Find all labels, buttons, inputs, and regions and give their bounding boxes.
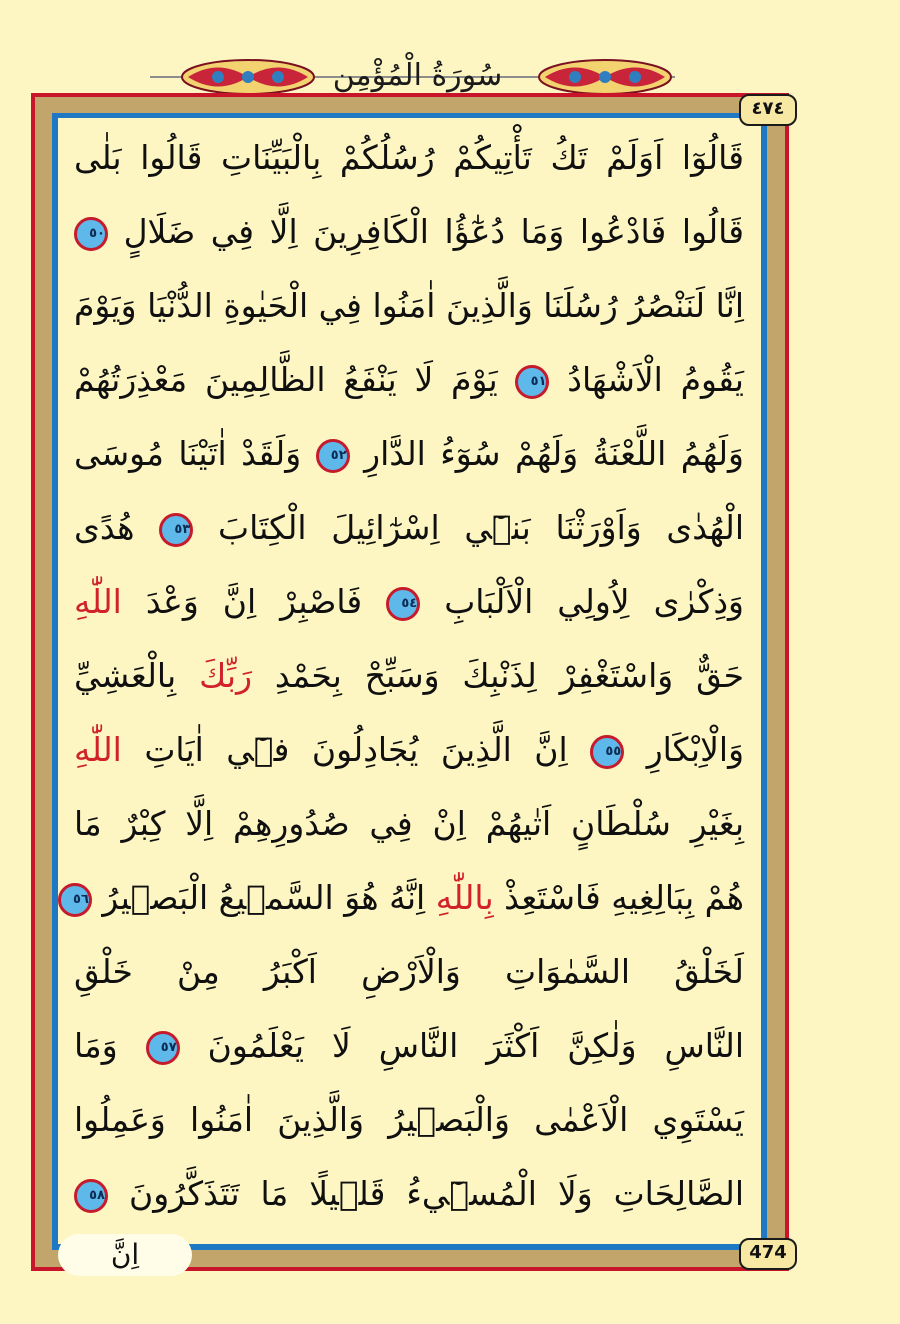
verse-text: اِنَّ الَّذِينَ يُجَادِلُونَ فٖٓي اٰيَاتِ — [144, 730, 568, 769]
verse-text: وَذِكْرٰى لِاُولِي الْاَلْبَابِ — [444, 582, 744, 621]
surah-title: سُورَةُ الْمُؤْمِنِ — [332, 58, 503, 93]
text-line — [74, 348, 744, 412]
text-line — [74, 866, 744, 930]
verse-text: الصَّالِحَاتِ وَلَا الْمُسٖٓيءُ قَلٖيلًا مَا تَتَذَكَّرُونَ — [128, 1174, 744, 1213]
verse-text: وَلَقَدْ اٰتَيْنَا مُوسَى — [74, 434, 302, 473]
verse-text: وَمَا — [74, 1026, 118, 1065]
text-line — [74, 422, 744, 486]
page-number-top: ٤٧٤ — [739, 94, 797, 126]
ayah-number-marker: ٥٢ — [316, 439, 350, 473]
text-line — [74, 200, 744, 264]
verse-text: النَّاسِ وَلٰكِنَّ اَكْثَرَ النَّاسِ لَا يَعْلَمُونَ — [207, 1026, 745, 1065]
verse-text: بِالْعَشِيِّ — [74, 656, 177, 695]
ayah-number-marker: ٥٨ — [74, 1179, 108, 1213]
text-line — [74, 718, 744, 782]
text-line — [74, 792, 744, 856]
text-line — [74, 644, 744, 708]
ayah-number-marker: ٥١ — [515, 365, 549, 399]
ayah-number-marker: ٥٧ — [146, 1031, 180, 1065]
verse-text: يَقُومُ الْاَشْهَادُ — [567, 360, 744, 399]
header-ornament-left — [178, 56, 318, 98]
text-line — [74, 940, 744, 1004]
ayah-number-marker: ٥٤ — [386, 587, 420, 621]
ayah-number-marker: ٥٠ — [74, 217, 108, 251]
text-line — [74, 1088, 744, 1152]
verse-text: هُدًى — [74, 508, 135, 547]
verse-text: اِنَّهُ هُوَ السَّمٖيعُ الْبَصٖيرُ — [102, 878, 426, 917]
divine-name: اللّٰهِ — [74, 582, 122, 621]
text-line — [74, 496, 744, 560]
page-number-bottom: 474 — [739, 1238, 797, 1270]
verse-text: يَوْمَ لَا يَنْفَعُ الظَّالِمِينَ مَعْذِرَتُهُمْ — [74, 360, 498, 399]
verse-text: فَاصْبِرْ اِنَّ وَعْدَ — [145, 582, 363, 621]
ayah-number-marker: ٥٥ — [590, 735, 624, 769]
text-line — [74, 1162, 744, 1226]
text-line — [74, 126, 744, 190]
verse-text: هُمْ بِبَالِغِيهِ فَاسْتَعِذْ — [504, 878, 744, 917]
verse-text: اِنَّا لَنَنْصُرُ رُسُلَنَا وَالَّذِينَ اٰمَنُوا فِي الْحَيٰوةِ الدُّنْيَا وَيَوْمَ — [74, 286, 744, 325]
ayah-number-marker: ٥٦ — [58, 883, 92, 917]
verse-text: لَخَلْقُ السَّمٰوَاتِ وَالْاَرْضِ اَكْبَرُ مِنْ خَلْقِ — [74, 952, 744, 991]
verse-text: يَسْتَوِي الْاَعْمٰى وَالْبَصٖيرُ وَالَّذِينَ اٰمَنُوا وَعَمِلُوا — [74, 1100, 744, 1139]
verse-text: قَالُوٓا اَوَلَمْ تَكُ تَأْتِيكُمْ رُسُلُكُمْ بِالْبَيِّنَاتِ قَالُوا بَلٰى — [74, 138, 744, 177]
catchword: اِنَّ — [58, 1234, 192, 1276]
divine-name: بِاللّٰهِ — [435, 878, 494, 917]
verse-text: حَقٌّ وَاسْتَغْفِرْ لِذَنْبِكَ وَسَبِّحْ بِحَمْدِ — [274, 656, 745, 695]
ayah-number-marker: ٥٣ — [159, 513, 193, 547]
text-line — [74, 570, 744, 634]
verse-text: بِغَيْرِ سُلْطَانٍ اَتٰيهُمْ اِنْ فِي صُدُورِهِمْ اِلَّا كِبْرٌ مَا — [74, 804, 744, 843]
verse-text: وَالْاِبْكَارِ — [646, 730, 745, 769]
verse-text: قَالُوا فَادْعُوا وَمَا دُعٰٓؤُا الْكَافِرِينَ اِلَّا فِي ضَلَالٍ — [123, 212, 744, 251]
text-line — [74, 274, 744, 338]
text-line — [74, 1014, 744, 1078]
verse-text: وَلَهُمُ اللَّعْنَةُ وَلَهُمْ سُوٓءُ الدَّارِ — [364, 434, 744, 473]
divine-name: اللّٰهِ — [74, 730, 122, 769]
header-ornament-right — [535, 56, 675, 98]
text-area — [58, 118, 761, 1244]
divine-name: رَبِّكَ — [199, 656, 253, 695]
verse-text: الْهُدٰى وَاَوْرَثْنَا بَنٖٓي اِسْرٰٓائِيلَ الْكِتَابَ — [218, 508, 744, 547]
